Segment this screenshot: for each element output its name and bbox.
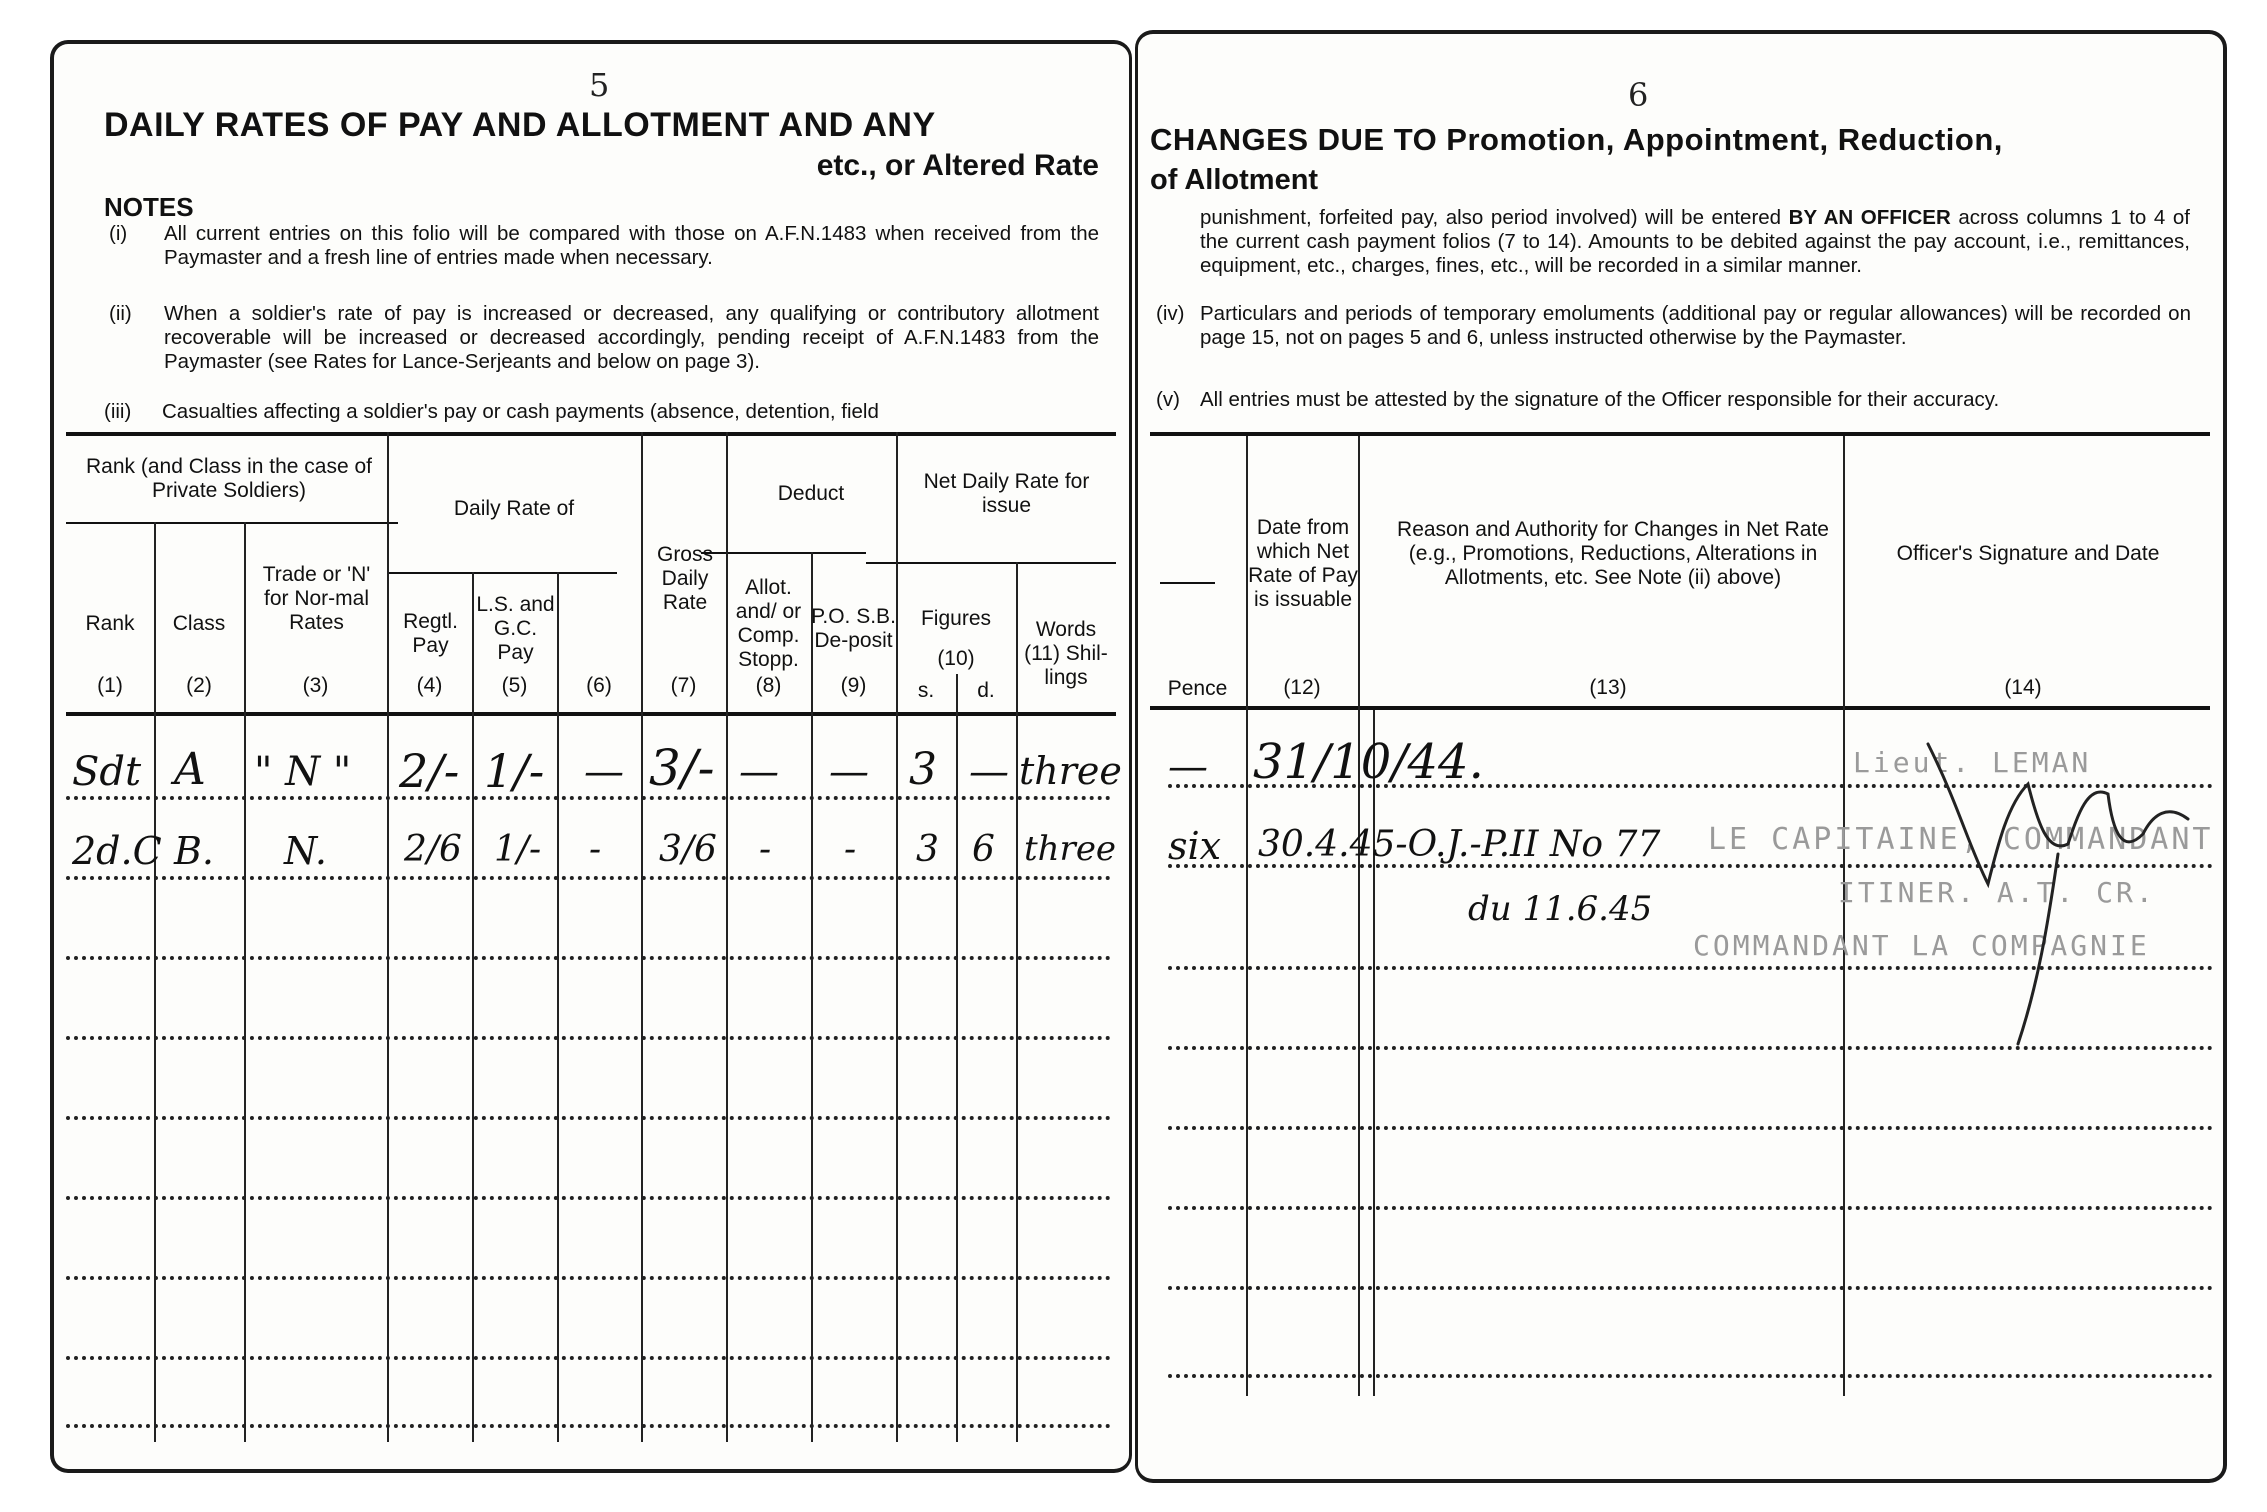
header-deduct: Deduct	[777, 482, 845, 505]
note-text: across columns 1 to 4 of the current cash payment folios (7 to 14). Amounts to be debited against the pay account, i.e., remittances, equipment, etc., charges, fines, etc., will be recorded in a similar manner.	[1200, 206, 2190, 277]
entry-trade: " N "	[254, 749, 352, 795]
header-net-daily-rate: Net Daily Rate for issue	[923, 470, 1090, 517]
row-line	[1168, 1286, 2213, 1290]
notes-heading: NOTES	[104, 192, 194, 222]
entry-class: B.	[174, 829, 215, 873]
entry-gross: 3/-	[649, 739, 715, 797]
header-class: Class	[172, 612, 226, 635]
col-number: (14)	[2004, 676, 2042, 699]
row-line	[66, 1276, 1111, 1280]
col-divider	[1373, 710, 1375, 1396]
header-posb: P.O. S.B. De-posit	[811, 605, 896, 652]
entry-pence: 6	[972, 829, 995, 870]
row-line	[66, 1036, 1111, 1040]
col-divider	[387, 432, 389, 1442]
col-number: (9)	[840, 674, 867, 697]
row-line	[1168, 1206, 2213, 1210]
col-number: (1)	[97, 674, 123, 697]
header-reason: Reason and Authority for Changes in Net Rate (e.g., Promotions, Reductions, Alterations in Allotments, etc. See Note (ii) above)	[1397, 518, 1829, 589]
table-top-rule	[66, 432, 1116, 436]
entry-rank: 2d.C	[72, 829, 162, 873]
rank-group-rule	[66, 522, 398, 524]
col-divider	[472, 572, 474, 1442]
entry-pence: six	[1168, 824, 1222, 868]
entry-trade: N.	[284, 829, 327, 873]
header-pence: Pence	[1167, 677, 1228, 700]
row-line	[66, 876, 1111, 880]
note-4	[1156, 302, 2191, 350]
note-3-continued	[1200, 206, 2190, 278]
col-divider	[557, 572, 559, 1442]
page-subtitle: etc., or Altered Rate	[816, 149, 1099, 182]
col-divider	[1843, 436, 1845, 1396]
page-number: 6	[1628, 76, 1649, 114]
entry-pence: —	[1168, 744, 1208, 790]
header-date: Date from which Net Rate of Pay is issuable	[1248, 516, 1358, 611]
header-regtl-pay: Regtl. Pay	[403, 610, 458, 657]
right-page	[1135, 30, 2227, 1483]
stamp-line: Lieut. LEMAN	[1853, 746, 2092, 779]
pence-rule	[1160, 582, 1215, 584]
col-number: (8)	[755, 674, 782, 697]
table-top-rule	[1150, 432, 2210, 436]
header-gross-daily-rate: Gross Daily Rate	[656, 543, 713, 614]
daily-rate-rule	[387, 572, 617, 574]
entry-allot: —	[739, 749, 779, 795]
entry-authority-date: du 11.6.45	[1468, 889, 1653, 929]
row-line	[66, 1424, 1111, 1428]
header-rank: Rank	[85, 612, 135, 635]
col-number: (13)	[1589, 676, 1627, 699]
header-rank-group: Rank (and Class in the case of Private Soldiers)	[86, 455, 372, 502]
header-officer-signature: Officer's Signature and Date	[1896, 542, 2160, 565]
entry-shillings: 3	[909, 744, 937, 795]
note-number: (i)	[109, 222, 128, 245]
col-number: (2)	[186, 674, 212, 697]
col-number: (12)	[1283, 676, 1321, 699]
header-trade: Trade or 'N' for Nor-mal Rates	[262, 563, 371, 634]
note-text: All current entries on this folio will be compared with those on A.F.N.1483 when received from the Paymaster and a fresh line of entries made when necessary.	[164, 222, 1099, 269]
entry-posb: -	[844, 829, 857, 870]
entry-rank: Sdt	[72, 749, 142, 795]
entry-shillings: 3	[916, 829, 939, 870]
note-text: Particulars and periods of temporary emoluments (additional pay or regular allowances) will be recorded on page 15, not on pages 5 and 6, unless instructed otherwise by the Paymaster.	[1200, 302, 2191, 349]
col-number: (7)	[670, 674, 697, 697]
col-divider	[956, 674, 958, 1442]
note-text: All entries must be attested by the signature of the Officer responsible for their accuracy.	[1200, 388, 2000, 411]
page-title: CHANGES DUE TO Promotion, Appointment, Reduction,	[1150, 122, 2003, 157]
row-line	[66, 956, 1111, 960]
header-allot: Allot. and/ or Comp. Stopp.	[735, 576, 802, 671]
header-words: Words (11) Shil-lings	[1024, 618, 1108, 689]
entry-gross: 3/6	[659, 829, 717, 870]
note-text: punishment, forfeited pay, also period involved) will be entered	[1200, 206, 1789, 229]
note-emphasis: BY AN OFFICER	[1788, 206, 1951, 229]
row-line	[66, 1356, 1111, 1360]
stamp-line: COMMANDANT LA COMPAGNIE	[1693, 929, 2150, 962]
col-divider	[1358, 436, 1360, 1396]
header-pence: d.	[977, 679, 995, 702]
header-daily-rate: Daily Rate of	[453, 497, 575, 520]
page-title: DAILY RATES OF PAY AND ALLOTMENT AND ANY	[104, 106, 936, 144]
header-ls-gc-pay: L.S. and G.C. Pay	[476, 593, 555, 664]
header-shillings: s.	[917, 679, 935, 702]
row-line	[66, 1116, 1111, 1120]
note-number: (iii)	[104, 400, 132, 423]
note-text: When a soldier's rate of pay is increased or decreased, any qualifying or contributory allotment recoverable will be increased or decreased accordingly, pending receipt of A.F.N.1483 from the Paymaster (see Rates for Lance-Serjeants and below on page 3).	[164, 302, 1099, 373]
col-divider	[641, 432, 643, 1442]
stamp-line: ITINER. A.T. CR.	[1838, 876, 2156, 909]
entry-col6: -	[589, 829, 602, 870]
table-header-rule	[66, 712, 1116, 716]
entry-words: three	[1024, 829, 1117, 869]
col-divider	[154, 522, 156, 1442]
entry-date: 31/10/44.	[1253, 734, 1484, 790]
page-number: 5	[589, 66, 610, 104]
col-number: (6)	[586, 674, 612, 697]
page-subtitle: of Allotment	[1150, 164, 1319, 196]
col-number: (4)	[416, 674, 443, 697]
row-line	[66, 796, 1111, 800]
stamp-line: LE CAPITAINE, COMMANDANT	[1708, 822, 2214, 857]
entry-date-authority: 30.4.45-O.J.-P.II No 77	[1258, 824, 1661, 865]
col-divider	[244, 522, 246, 1442]
entry-posb: —	[829, 749, 869, 795]
col-divider	[896, 432, 898, 1442]
header-figures-num: (10)	[937, 647, 975, 670]
note-text: Casualties affecting a soldier's pay or cash payments (absence, detention, field	[162, 400, 879, 423]
entry-pence: —	[969, 749, 1009, 795]
note-number: (iv)	[1156, 302, 1185, 325]
table-header-rule	[1150, 706, 2210, 710]
row-line	[1168, 1126, 2213, 1130]
note-5	[1156, 388, 2191, 412]
note-2	[109, 302, 1099, 374]
entry-ls-pay: 1/-	[494, 829, 542, 870]
note-number: (ii)	[109, 302, 132, 325]
left-page	[50, 40, 1132, 1473]
entry-allot: -	[759, 829, 772, 870]
entry-class: A	[174, 744, 206, 795]
col-number: (5)	[501, 674, 528, 697]
net-rate-rule	[866, 562, 1116, 564]
note-1	[109, 222, 1099, 270]
entry-ls-pay: 1/-	[484, 744, 545, 798]
note-number: (v)	[1156, 388, 1180, 411]
officer-signature	[1898, 724, 2218, 1064]
entry-regtl-pay: 2/6	[404, 829, 462, 870]
row-line	[66, 1196, 1111, 1200]
note-3	[104, 400, 1099, 424]
row-line	[1168, 1374, 2213, 1378]
entry-words: three	[1019, 749, 1122, 793]
col-number: (3)	[302, 674, 329, 697]
header-figures: Figures	[920, 607, 992, 630]
entry-col6: —	[584, 749, 624, 795]
entry-regtl-pay: 2/-	[399, 744, 460, 798]
